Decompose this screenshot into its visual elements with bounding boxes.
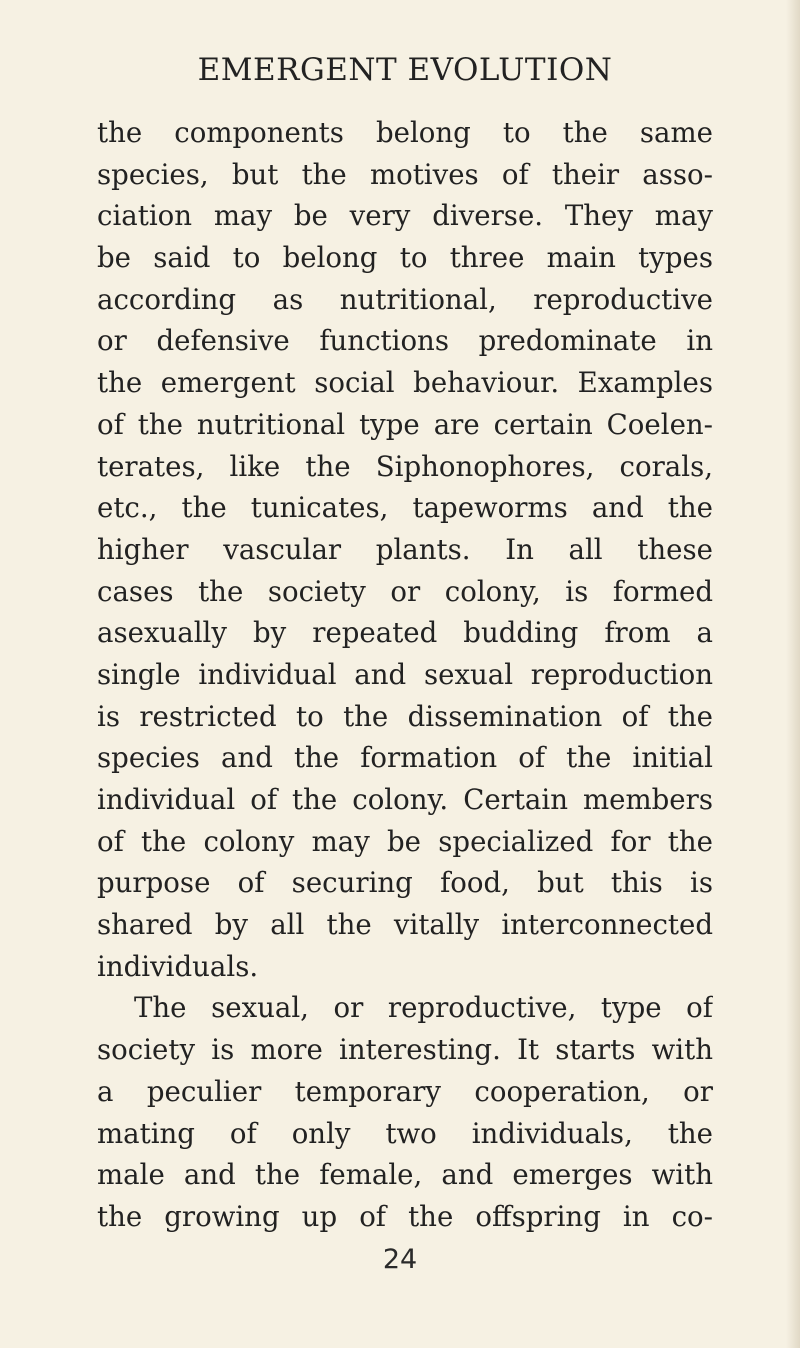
text-line: asexually by repeated budding from a bbox=[97, 616, 713, 650]
text-line: cases the society or colony, is formed bbox=[97, 574, 713, 608]
text-line: the growing up of the offspring in co- bbox=[97, 1199, 713, 1233]
text-line: purpose of securing food, but this is bbox=[97, 866, 713, 900]
text-line: individuals. bbox=[97, 949, 259, 983]
paragraph bbox=[97, 112, 713, 987]
text-line: species and the formation of the initial bbox=[97, 741, 713, 775]
text-line: individual of the colony. Certain members bbox=[97, 783, 713, 816]
text-line: mating of only two individuals, the bbox=[97, 1116, 713, 1150]
text-line: The sexual, or reproductive, type of bbox=[134, 991, 713, 1025]
page-number: 24 bbox=[382, 1244, 418, 1275]
paragraph bbox=[97, 987, 713, 1237]
text-line: ciation may be very diverse. They may bbox=[97, 199, 713, 233]
text-line: shared by all the vitally interconnected bbox=[97, 908, 713, 942]
text-line: species, but the motives of their asso- bbox=[97, 157, 713, 191]
text-line: or defensive functions predominate in bbox=[97, 324, 713, 358]
text-line: a peculier temporary cooperation, or bbox=[97, 1074, 713, 1108]
text-line: etc., the tunicates, tapeworms and the bbox=[97, 491, 713, 525]
text-line: terates, like the Siphonophores, corals, bbox=[97, 449, 713, 483]
body-text bbox=[97, 112, 713, 1238]
text-line: higher vascular plants. In all these bbox=[97, 532, 713, 566]
text-line: male and the female, and emerges with bbox=[97, 1158, 713, 1192]
book-page bbox=[97, 50, 713, 1238]
text-line: be said to belong to three main types bbox=[97, 241, 713, 275]
text-line: single individual and sexual reproduction bbox=[97, 657, 713, 691]
text-line: according as nutritional, reproductive bbox=[97, 282, 713, 316]
text-line: the emergent social behaviour. Examples bbox=[97, 366, 713, 400]
running-head: EMERGENT EVOLUTION bbox=[197, 52, 613, 88]
text-line: society is more interesting. It starts with bbox=[97, 1033, 713, 1067]
text-line: of the colony may be specialized for the bbox=[97, 824, 713, 858]
text-line: of the nutritional type are certain Coelen- bbox=[97, 407, 713, 441]
text-line: the components belong to the same bbox=[97, 116, 713, 149]
page-edge-shadow bbox=[786, 0, 800, 1348]
text-line: is restricted to the dissemination of the bbox=[97, 699, 713, 733]
